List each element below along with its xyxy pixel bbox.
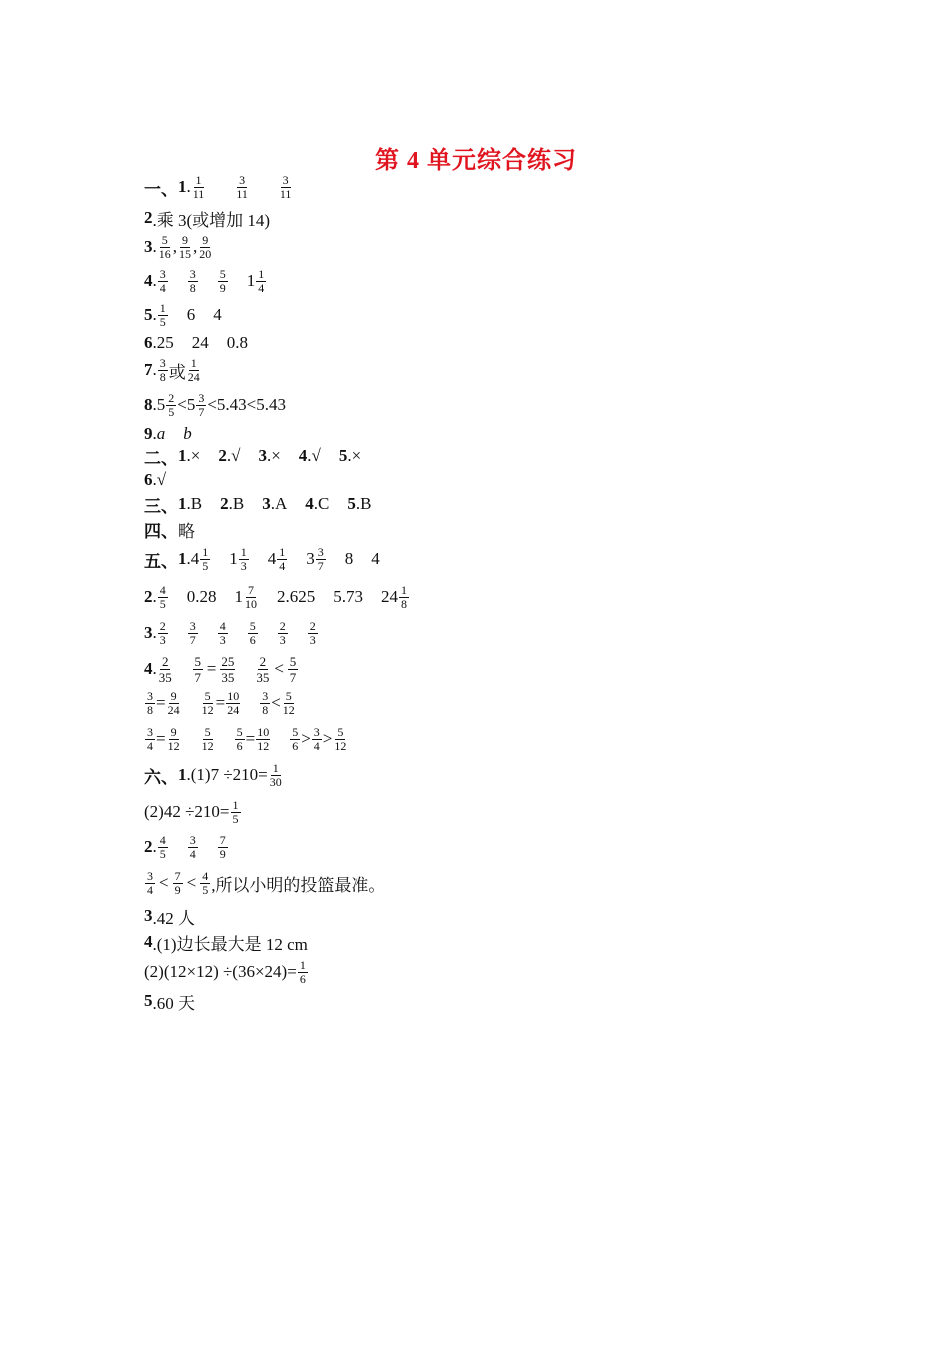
s6-q1a: [144, 762, 284, 788]
fraction: $\frac{1}{5}$: [159, 300, 166, 329]
q-num: 3: [144, 906, 153, 925]
choice: .C: [313, 494, 330, 513]
fraction: $\frac{5}{7}$: [289, 653, 297, 685]
s5-q1: 五、 1 . 4 $\frac{1}{5}$ 1 $\frac{1}{3}$ 4 $\frac{1}{4}$ 3 $\frac{3}{7}$ 8 4: [144, 544, 380, 573]
fraction: $\frac{2}{3}$: [279, 618, 286, 647]
fraction: $\frac{5}{9}$: [219, 266, 226, 295]
q-num: 1: [178, 446, 187, 465]
q-num: 2: [218, 446, 227, 465]
less-than: <: [177, 395, 187, 414]
q-num: 1: [178, 549, 187, 568]
section-head: 四、: [144, 521, 178, 541]
fraction: $\frac{2}{35}$: [158, 653, 172, 685]
fraction: $\frac{10}{24}$: [227, 688, 240, 717]
section-head: 六、: [144, 767, 178, 787]
s6-q1b: [144, 799, 242, 825]
fraction: $\frac{1}{3}$: [240, 544, 247, 573]
page-title: 第 4 单元综合练习: [375, 148, 577, 174]
s5-q4-row3: $\frac{3}{4}$ = $\frac{9}{12}$ $\frac{5}{12}$ $\frac{5}{6}$ = $\frac{10}{12}$ $\frac{5}{6}$ > $\frac{3}{4}$ > $\frac{5}{12}$: [147, 724, 347, 753]
fraction: $\frac{1}{6}$: [299, 957, 306, 986]
q-num: 8: [144, 395, 153, 414]
section-head: 三、: [144, 496, 178, 516]
fraction: $\frac{3}{4}$: [189, 832, 196, 861]
choice: .B: [355, 494, 372, 513]
fraction: $\frac{9}{15}$: [179, 232, 191, 261]
value: 0.28: [186, 587, 217, 606]
fraction: $\frac{4}{5}$: [159, 832, 166, 861]
s3-line: [144, 491, 371, 517]
s6-q2b: $\frac{3}{4}$ < $\frac{7}{9}$ < $\frac{4}{5}$ ,所以小明的投篮最准。: [147, 868, 386, 897]
s1-q2: [144, 205, 270, 231]
q-num: 5: [144, 991, 153, 1010]
value: 0.8: [226, 333, 248, 352]
q-num: 3: [262, 494, 271, 513]
q-num: 7: [144, 360, 153, 379]
fraction: $\frac{2}{5}$: [168, 390, 175, 419]
fraction: $\frac{9}{24}$: [167, 688, 180, 717]
value: 5: [186, 395, 196, 414]
mark: .√: [152, 470, 167, 489]
fraction: $\frac{1}{8}$: [401, 582, 407, 611]
value: 8: [344, 549, 354, 568]
fraction: $\frac{5}{6}$: [236, 724, 243, 753]
fraction: $\frac{3}{11}$: [236, 172, 248, 201]
answer-text: 略: [178, 521, 195, 541]
choice: .B: [186, 494, 203, 513]
fraction: $\frac{5}{12}$: [201, 724, 214, 753]
mark: .×: [347, 446, 362, 465]
fraction: $\frac{3}{7}$: [317, 544, 324, 573]
fraction: $\frac{25}{35}$: [221, 653, 235, 685]
q-num: 6: [144, 470, 153, 489]
mark: .√: [307, 446, 321, 465]
mark: .×: [266, 446, 281, 465]
fraction: $\frac{5}{16}$: [158, 232, 171, 261]
fraction: $\frac{1}{11}$: [192, 172, 205, 201]
answer-text: ,所以小明的投篮最准。: [211, 875, 386, 895]
fraction: $\frac{5}{7}$: [194, 653, 201, 685]
q-num: 4: [298, 446, 308, 465]
value: 2.625: [277, 587, 316, 606]
q-num: 3: [144, 623, 153, 642]
s1-q9: 9 . a b: [144, 424, 192, 443]
q-num: 1: [178, 494, 187, 513]
value: 24: [191, 333, 209, 352]
fraction: $\frac{1}{4}$: [279, 544, 286, 573]
s5-q4-row2: $\frac{3}{8}$ = $\frac{9}{24}$ $\frac{5}{12}$ = $\frac{10}{24}$ $\frac{3}{8}$ < $\frac{5}{12}$: [147, 688, 295, 717]
fraction: $\frac{9}{20}$: [199, 232, 212, 261]
fraction: $\frac{1}{30}$: [269, 760, 282, 789]
fraction: $\frac{3}{8}$: [262, 688, 269, 717]
answer-text: (2)(12×12) ÷(36×24)=: [144, 962, 297, 981]
choice: .B: [228, 494, 245, 513]
fraction: $\frac{4}{5}$: [202, 868, 209, 897]
section-head: 一、: [144, 179, 178, 199]
fraction: $\frac{9}{12}$: [167, 724, 180, 753]
fraction: $\frac{3}{7}$: [189, 618, 196, 647]
fraction: $\frac{5}{12}$: [334, 724, 347, 753]
answer-text: .(1)边长最大是 12 cm: [152, 934, 308, 954]
q-num: 2: [220, 494, 229, 513]
s6-q3: [144, 903, 195, 929]
q-num: 1: [178, 177, 187, 196]
fraction: $\frac{3}{4}$: [147, 868, 153, 897]
fraction: $\frac{7}{9}$: [219, 832, 226, 861]
fraction: $\frac{5}{6}$: [249, 618, 256, 647]
fraction: $\frac{2}{3}$: [159, 618, 166, 647]
fraction: $\frac{1}{5}$: [202, 544, 209, 573]
fraction: $\frac{2}{3}$: [309, 618, 316, 647]
fraction: $\frac{4}{5}$: [159, 582, 166, 611]
value: a: [156, 424, 166, 443]
section-head: 二、: [144, 448, 178, 468]
s1-q8: [144, 392, 286, 418]
fraction: $\frac{5}{6}$: [292, 724, 299, 753]
q-num: 4: [144, 932, 153, 951]
fraction: $\frac{10}{12}$: [257, 724, 270, 753]
fraction: $\frac{1}{5}$: [232, 797, 239, 826]
s2-line2: [144, 467, 166, 493]
s1-q7: 7 . $\frac{3}{8}$ 或 $\frac{1}{24}$: [144, 355, 200, 384]
answer-text: .(1)7 ÷210=: [186, 765, 268, 784]
q-num: 2: [144, 208, 153, 227]
fraction: $\frac{3}{4}$: [313, 724, 320, 753]
answer-text: .乘 3(或增加 14): [152, 210, 271, 230]
value: 5.73: [333, 587, 363, 606]
q-num: 5: [144, 305, 153, 324]
fraction: $\frac{3}{4}$: [147, 724, 153, 753]
value: b: [183, 424, 192, 443]
value: .25: [152, 333, 174, 352]
q-num: 2: [144, 837, 153, 856]
s5-q4-row1: 4 . $\frac{2}{35}$ $\frac{5}{7}$ = $\frac{25}{35}$ $\frac{2}{35}$ < $\frac{5}{7}$: [144, 653, 297, 685]
s5-q2: 2 . $\frac{4}{5}$ 0.28 1 $\frac{7}{10}$ 2.625 5.73 24 $\frac{1}{8}$: [144, 582, 407, 611]
fraction: $\frac{3}{8}$: [147, 688, 153, 717]
fraction: $\frac{1}{4}$: [258, 266, 265, 295]
q-num: 4: [305, 494, 314, 513]
answer-text: (2)42 ÷210=: [144, 802, 230, 821]
s6-q4b: [144, 959, 309, 985]
q-num: 4: [144, 271, 153, 290]
fraction: $\frac{1}{24}$: [187, 355, 200, 384]
q-num: 2: [144, 587, 153, 606]
fraction: $\frac{7}{9}$: [174, 868, 181, 897]
answer-text: .60 天: [152, 993, 195, 1013]
fraction: $\frac{3}{8}$: [189, 266, 196, 295]
s6-q5: [144, 988, 195, 1014]
value: 4: [213, 305, 222, 324]
q-num: 5: [338, 446, 348, 465]
whole-part: 1: [246, 271, 256, 290]
q-num: 9: [144, 424, 153, 443]
s6-q2: 2 . $\frac{4}{5}$ $\frac{3}{4}$ $\frac{7}{9}$: [144, 832, 226, 861]
fraction: $\frac{3}{8}$: [159, 355, 166, 384]
s1-q5: 5 . $\frac{1}{5}$ 6 4: [144, 300, 222, 329]
fraction: $\frac{5}{12}$: [282, 688, 295, 717]
s1-q3: 3 . $\frac{5}{16}$ , $\frac{9}{15}$ , $\frac{9}{20}$: [144, 232, 212, 261]
s6-q4a: [144, 929, 308, 955]
q-num: 3: [258, 446, 267, 465]
or-word: 或: [168, 362, 186, 382]
q-num: 3: [144, 237, 153, 256]
s1-q1: 一、 1 . $\frac{1}{11}$ $\frac{3}{11}$ $\frac{3}{11}$: [144, 172, 292, 201]
value: 4: [371, 549, 380, 568]
fraction: $\frac{3}{11}$: [279, 172, 292, 201]
q-num: 4: [144, 659, 153, 678]
fraction: $\frac{3}{4}$: [159, 266, 166, 295]
choice: .A: [270, 494, 288, 513]
fraction: $\frac{7}{10}$: [245, 582, 257, 611]
s1-q4: 4 . $\frac{3}{4}$ $\frac{3}{8}$ $\frac{5}{9}$ 1 $\frac{1}{4}$: [144, 266, 265, 295]
fraction: $\frac{5}{12}$: [201, 688, 214, 717]
s2-line1: [144, 443, 361, 469]
q-num: 5: [347, 494, 356, 513]
answer-text: .42 人: [152, 908, 195, 928]
value: 6: [186, 305, 196, 324]
mark: .×: [186, 446, 201, 465]
s1-q6: [144, 330, 248, 356]
fraction: $\frac{4}{3}$: [219, 618, 226, 647]
comparison-text: <5.43<5.43: [207, 395, 287, 414]
s5-q3: 3 . $\frac{2}{3}$ $\frac{3}{7}$ $\frac{4}{3}$ $\frac{5}{6}$ $\frac{2}{3}$ $\frac{2}{3}$: [144, 618, 316, 647]
fraction: $\frac{3}{7}$: [198, 390, 205, 419]
mark: .√: [226, 446, 241, 465]
q-num: 1: [178, 765, 187, 784]
value: .5: [152, 395, 166, 414]
s4-line: [144, 516, 195, 542]
q-num: 6: [144, 333, 153, 352]
fraction: $\frac{2}{35}$: [256, 653, 270, 685]
section-head: 五、: [144, 551, 178, 571]
